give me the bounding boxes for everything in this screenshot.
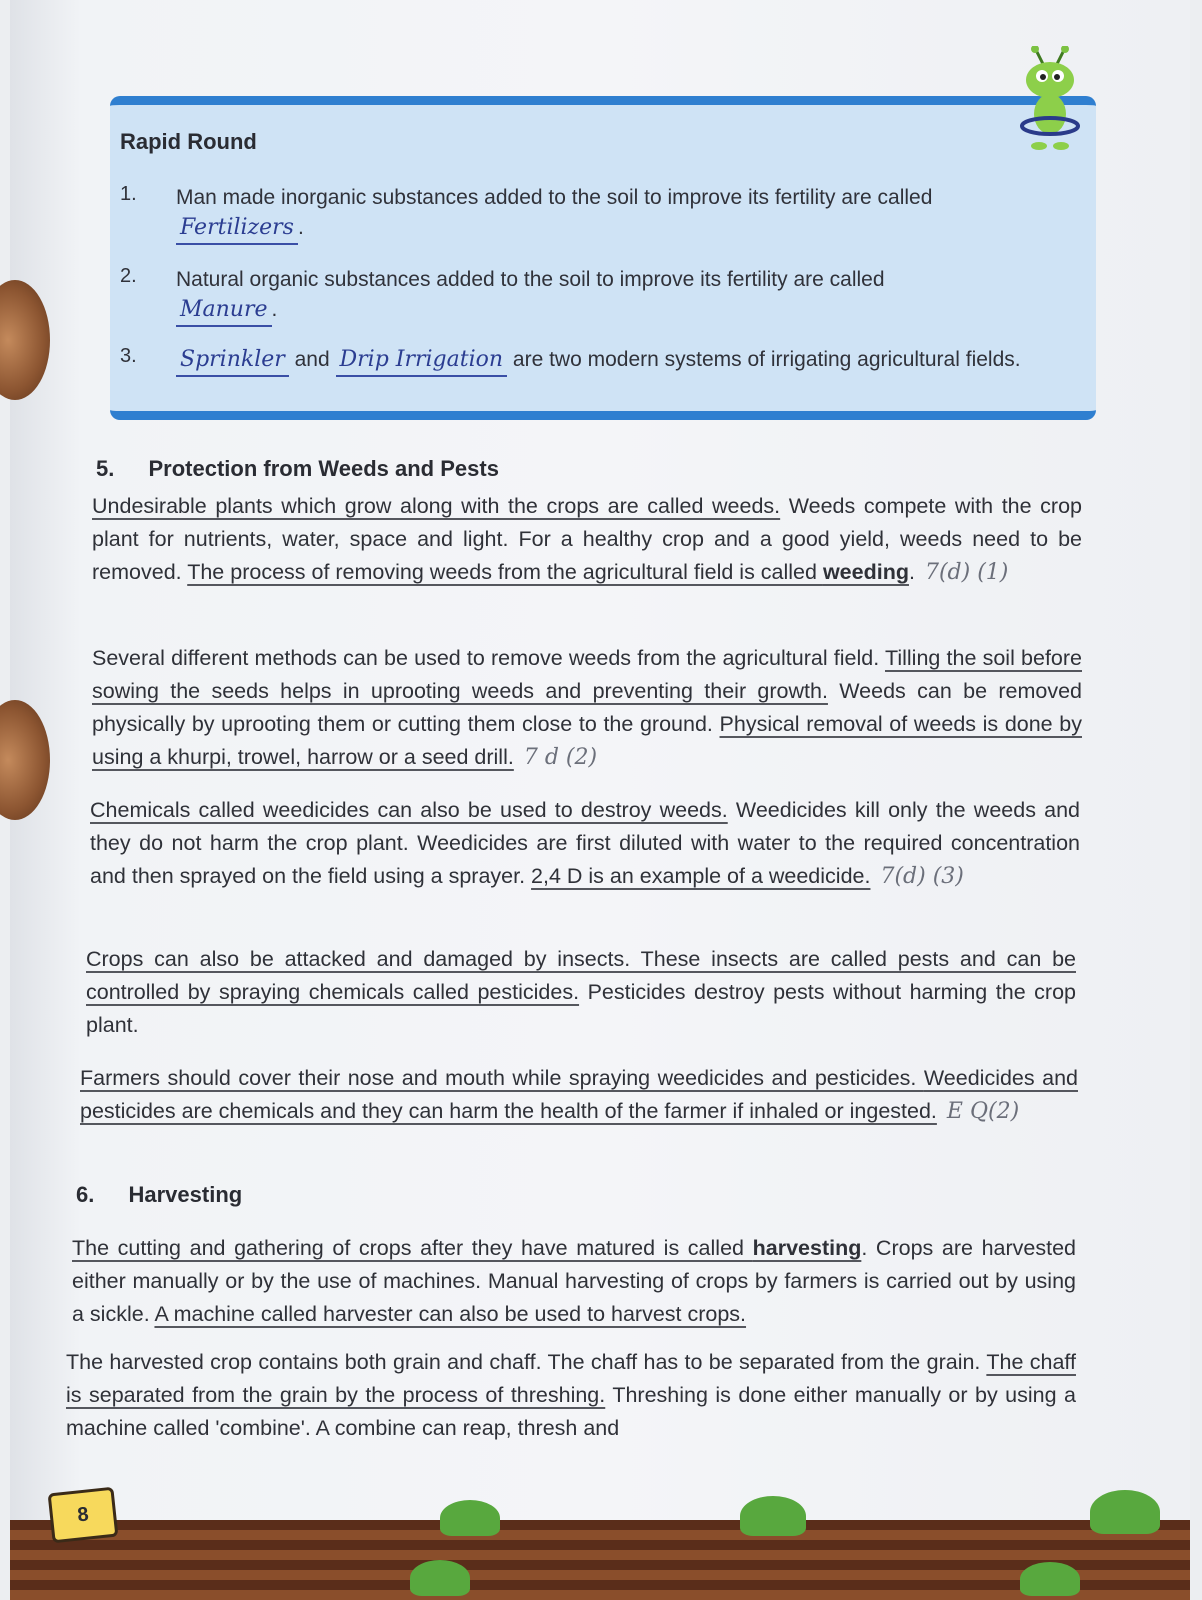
underlined-text: Weedicides and pesticides are chemicals and they can harm the health of the farmer if inhaled or ingested.	[80, 1066, 1078, 1123]
finger-top	[0, 280, 50, 400]
paragraph-pests	[86, 943, 1076, 1042]
question-number: 2.	[120, 265, 137, 287]
text: The harvested crop contains both grain and chaff. The chaff has to be separated from the grain.	[66, 1350, 987, 1374]
finger-bottom	[0, 700, 50, 820]
bush-decoration	[410, 1560, 470, 1596]
handwritten-answer: Fertilizers	[176, 213, 298, 245]
question-number: 3.	[120, 345, 137, 367]
underlined-text: The process of removing weeds from the agricultural field is called	[187, 560, 823, 584]
section-title: Protection from Weeds and Pests	[148, 456, 499, 481]
bush-decoration	[740, 1496, 806, 1536]
page-number: 8	[48, 1487, 119, 1544]
question-end: .	[297, 216, 304, 239]
underlined-text: Physical removal of weeds is done by using a khurpi, trowel, harrow or a seed drill.	[92, 712, 1082, 769]
bold-term: harvesting	[752, 1236, 862, 1260]
underlined-text: A machine called harvester can also be used to harvest crops.	[154, 1302, 747, 1326]
underlined-text: Tilling the soil before sowing the seeds helps in uprooting weeds and preventing their growth.	[92, 646, 1082, 703]
text: .	[908, 560, 915, 584]
underlined-text: Farmers should cover their nose and mouth while spraying weedicides and pesticides.	[80, 1066, 924, 1090]
question-text: Man made inorganic substances added to the soil to improve its fertility are called	[176, 186, 933, 209]
text: Threshing is done either manually or by using a machine called 'combine'. A combine can reap, thresh and	[66, 1383, 1076, 1440]
handwritten-note: 7(d) (3)	[880, 864, 964, 889]
underlined-text: The cutting and gathering of crops after they have matured is called	[72, 1236, 753, 1260]
question-text: are two modern systems of irrigating agricultural fields.	[512, 348, 1021, 371]
paragraph-methods	[92, 642, 1082, 774]
text: . Crops are harvested either manually or by the use of machines. Manual harvesting of crops by farmers is carried out by using a sickle.	[72, 1236, 1076, 1326]
text: Weedicides kill only the weeds and they do not harm the crop plant. Weedicides are first diluted with water to the required concentration and then sprayed on the field using a sprayer.	[90, 798, 1080, 888]
section-number: 6.	[76, 1182, 95, 1207]
paragraph-safety	[80, 1062, 1078, 1128]
section-number: 5.	[96, 456, 115, 481]
bush-decoration	[1090, 1490, 1160, 1534]
section-title: Harvesting	[128, 1182, 243, 1207]
footer-soil-band	[10, 1520, 1190, 1600]
underlined-text: Chemicals called weedicides can also be used to destroy weeds.	[90, 798, 728, 822]
question-text: Natural organic substances added to the soil to improve its fertility are called	[176, 268, 885, 291]
underlined-text: Undesirable plants which grow along with the crops are called weeds.	[92, 494, 781, 518]
bush-decoration	[440, 1500, 500, 1536]
question-number: 1.	[120, 183, 137, 205]
handwritten-note: 7 d (2)	[523, 745, 598, 770]
text: Several different methods can be used to remove weeds from the agricultural field.	[92, 646, 885, 670]
underlined-text: Crops can also be attacked and damaged by insects. These insects are called pests and can be controlled by spraying chemicals called pesticides.	[86, 947, 1076, 1004]
question-end: .	[271, 298, 278, 321]
bold-term: weeding	[822, 560, 909, 584]
rapid-round-title: Rapid Round	[120, 129, 257, 154]
paragraph-threshing	[66, 1346, 1076, 1445]
handwritten-answer-b: Drip Irrigation	[336, 345, 508, 377]
underlined-text: The chaff is separated from the grain by the process of threshing.	[66, 1350, 1076, 1407]
handwritten-note: 7(d) (1)	[924, 560, 1009, 585]
bush-decoration	[1020, 1562, 1080, 1596]
textbook-page	[10, 0, 1190, 1600]
section-5-heading	[96, 456, 499, 482]
section-6-heading	[76, 1182, 242, 1208]
paragraph-weedicides	[90, 794, 1080, 893]
handwritten-answer-a: Sprinkler	[176, 345, 289, 377]
paragraph-harvesting	[72, 1232, 1076, 1331]
underlined-text: 2,4 D is an example of a weedicide.	[531, 864, 871, 888]
text: Pesticides destroy pests without harming the crop plant.	[86, 980, 1076, 1037]
handwritten-note: E Q(2)	[946, 1099, 1020, 1124]
paragraph-weeds	[92, 490, 1082, 589]
alien-mascot-icon	[1005, 46, 1095, 156]
text: Weeds can be removed physically by uprooting them or cutting them close to the ground.	[92, 679, 1082, 736]
text: Weeds compete with the crop plant for nutrients, water, space and light. For a healthy crop and a good yield, weeds need to be removed.	[92, 494, 1082, 584]
question-mid: and	[294, 348, 330, 371]
rapid-round-box	[110, 96, 1096, 420]
handwritten-answer: Manure	[176, 295, 272, 327]
